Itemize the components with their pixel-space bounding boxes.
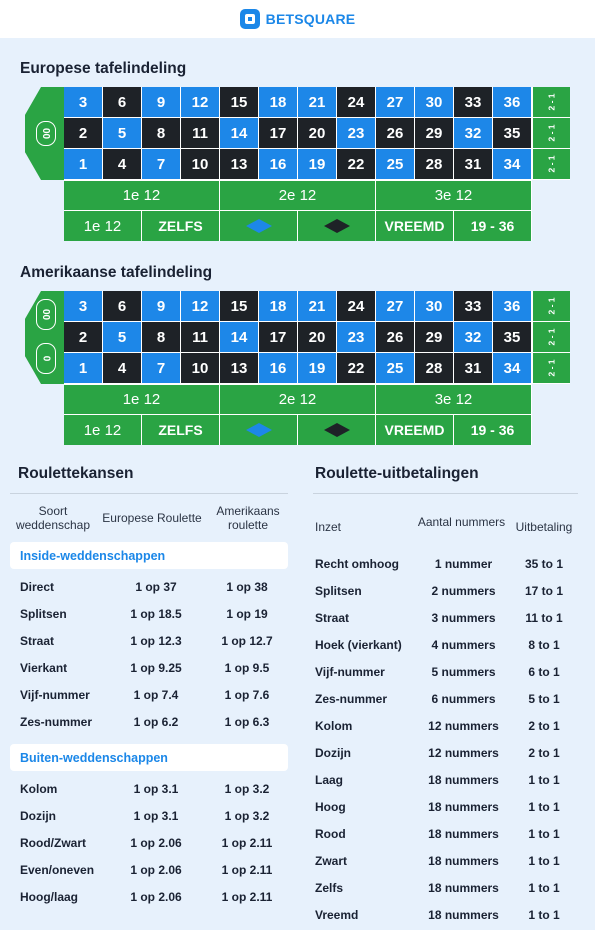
column-bet-label: 2 - 1 (546, 328, 557, 346)
number-cell[interactable]: 29 (415, 118, 454, 149)
payout-cell: 2 to 1 (528, 718, 560, 733)
odds-cell: 1 op 18.5 (130, 606, 182, 621)
odds-cell: Vijf-nummer (20, 687, 90, 702)
odds-section (10, 465, 288, 910)
number-cell[interactable]: 19 (298, 353, 337, 384)
payout-cell: Zes-nummer (315, 691, 388, 706)
european-layout-title: Europese tafelindeling (20, 60, 187, 77)
payout-row (313, 577, 578, 604)
odds-cell: 1 op 38 (226, 579, 268, 594)
payout-cell: 1 to 1 (528, 826, 560, 841)
odds-cell: 1 op 12.3 (130, 633, 182, 648)
payout-cell: Hoek (vierkant) (315, 637, 402, 652)
payout-cell: 17 to 1 (524, 583, 563, 598)
payout-cell: Zelfs (315, 880, 344, 895)
odds-cell: 1 op 2.06 (130, 889, 182, 904)
top-bar (0, 0, 595, 38)
dozen-bet-cell[interactable]: 1e 12 (64, 384, 220, 414)
number-cell[interactable]: 26 (376, 322, 415, 353)
payout-cell: 18 nummers (428, 853, 499, 868)
number-cell[interactable]: 15 (220, 291, 259, 322)
zero-pill-00[interactable] (36, 299, 56, 330)
payout-cell: 2 to 1 (528, 745, 560, 760)
odds-cell: 1 op 7.4 (133, 687, 179, 702)
number-cell[interactable]: 6 (103, 291, 142, 322)
number-cell[interactable]: 2 (64, 118, 103, 149)
number-cell[interactable]: 24 (337, 87, 376, 118)
american-layout-title: Amerikaanse tafelindeling (20, 264, 213, 281)
number-cell[interactable]: 25 (376, 353, 415, 384)
column-bets (532, 87, 570, 180)
number-cell[interactable]: 10 (181, 149, 220, 180)
odds-group-label: Inside-weddenschappen (10, 542, 288, 569)
odds-group-label: Buiten-weddenschappen (10, 744, 288, 771)
number-cell[interactable]: 22 (337, 353, 376, 384)
payouts-header-payout: Uitbetaling (515, 520, 573, 534)
odds-cell: 1 op 2.11 (221, 862, 273, 877)
number-cell[interactable]: 36 (493, 291, 532, 322)
payout-cell: Vreemd (315, 907, 359, 922)
odds-row (10, 775, 288, 802)
payout-cell: 12 nummers (428, 745, 499, 760)
odds-cell: 1 op 9.5 (224, 660, 270, 675)
payout-cell: 1 nummer (434, 556, 493, 571)
payout-cell: 1 to 1 (528, 853, 560, 868)
payout-cell: 6 nummers (431, 691, 496, 706)
number-cell[interactable]: 29 (415, 322, 454, 353)
number-cell[interactable]: 11 (181, 118, 220, 149)
payout-cell: 3 nummers (431, 610, 496, 625)
number-cell[interactable]: 6 (103, 87, 142, 118)
payout-cell: Hoog (315, 799, 346, 814)
number-cell[interactable]: 2 (64, 322, 103, 353)
black-diamond-icon (324, 423, 350, 437)
payout-row (313, 793, 578, 820)
number-cell[interactable]: 36 (493, 87, 532, 118)
zero-pill-0[interactable] (36, 343, 56, 374)
payout-cell: Zwart (315, 853, 348, 868)
dozen-bet-cell[interactable]: 2e 12 (220, 180, 376, 210)
number-cell[interactable]: 8 (142, 118, 181, 149)
number-cell[interactable]: 17 (259, 118, 298, 149)
number-cell[interactable]: 28 (415, 149, 454, 180)
dozen-bet-cell[interactable]: 3e 12 (376, 384, 532, 414)
outside-bets (64, 414, 532, 445)
payout-cell: 5 nummers (431, 664, 496, 679)
betsquare-logo-icon (240, 9, 260, 29)
number-cell[interactable]: 18 (259, 87, 298, 118)
payout-cell: 11 to 1 (525, 610, 563, 625)
odds-cell: 1 op 12.7 (221, 633, 273, 648)
number-cell[interactable]: 27 (376, 291, 415, 322)
payout-cell: Splitsen (315, 583, 362, 598)
number-cell[interactable]: 14 (220, 322, 259, 353)
number-cell[interactable]: 32 (454, 118, 493, 149)
blue-diamond-icon (246, 219, 272, 233)
payout-cell: 18 nummers (428, 907, 499, 922)
number-cell[interactable]: 23 (337, 322, 376, 353)
odds-cell: 1 op 6.3 (224, 714, 270, 729)
column-bet-label: 2 - 1 (546, 93, 557, 111)
number-cell[interactable]: 1 (64, 149, 103, 180)
number-cell[interactable]: 10 (181, 353, 220, 384)
number-cell[interactable]: 34 (493, 353, 532, 384)
brand-name: BETSQUARE (265, 11, 356, 27)
payout-cell: 18 nummers (428, 880, 499, 895)
number-cell[interactable]: 7 (142, 149, 181, 180)
number-cell[interactable]: 21 (298, 291, 337, 322)
odds-row (10, 708, 288, 735)
number-cell[interactable]: 33 (454, 87, 493, 118)
number-cell[interactable]: 8 (142, 322, 181, 353)
number-cell[interactable]: 35 (493, 322, 532, 353)
number-cell[interactable]: 14 (220, 118, 259, 149)
payout-cell: 35 to 1 (524, 556, 563, 571)
payout-row (313, 685, 578, 712)
payout-cell: Kolom (315, 718, 353, 733)
payouts-title: Roulette-uitbetalingen (315, 465, 479, 482)
number-cell[interactable]: 4 (103, 353, 142, 384)
dozen-bet-cell[interactable]: 1e 12 (64, 180, 220, 210)
odds-cell: 1 op 2.11 (221, 889, 273, 904)
payout-cell: 1 to 1 (528, 880, 560, 895)
payout-row (313, 658, 578, 685)
payout-cell: 8 to 1 (528, 637, 560, 652)
odds-cell: 1 op 2.11 (221, 835, 273, 850)
odds-row (10, 856, 288, 883)
blue-diamond-icon (246, 423, 272, 437)
payout-row (313, 847, 578, 874)
number-cell[interactable]: 11 (181, 322, 220, 353)
odds-row (10, 883, 288, 910)
number-cell[interactable]: 18 (259, 291, 298, 322)
odds-cell: Straat (20, 633, 55, 648)
payout-cell: Laag (315, 772, 344, 787)
number-cell[interactable]: 12 (181, 291, 220, 322)
odds-header-american: Amerikaans roulette (216, 504, 280, 532)
payout-cell: 12 nummers (428, 718, 499, 733)
number-cell[interactable]: 4 (103, 149, 142, 180)
payout-cell: 1 to 1 (528, 799, 560, 814)
number-cell[interactable]: 12 (181, 87, 220, 118)
odds-cell: Splitsen (20, 606, 67, 621)
payout-cell: 1 to 1 (528, 772, 560, 787)
number-cell[interactable]: 5 (103, 322, 142, 353)
dozen-bets (64, 384, 532, 414)
payout-row (313, 712, 578, 739)
odds-body (10, 542, 288, 910)
odds-cell: 1 op 3.2 (224, 808, 270, 823)
number-cell[interactable]: 21 (298, 87, 337, 118)
number-cell[interactable]: 3 (64, 291, 103, 322)
number-grid (64, 87, 532, 180)
payouts-header (313, 494, 578, 550)
odds-cell: 1 op 7.6 (224, 687, 270, 702)
payouts-body (313, 550, 578, 928)
payouts-header-bet: Inzet (315, 520, 342, 534)
payout-cell: 4 nummers (431, 637, 496, 652)
payout-cell: 5 to 1 (528, 691, 560, 706)
odds-row (10, 802, 288, 829)
outside-bet-cell[interactable]: 1e 12 (64, 414, 142, 445)
number-cell[interactable]: 31 (454, 149, 493, 180)
odds-cell: 1 op 2.06 (130, 862, 182, 877)
payout-row (313, 766, 578, 793)
column-bet-cell[interactable] (532, 291, 570, 322)
outside-bet-cell[interactable]: VREEMD (376, 210, 454, 241)
zero-pill-00[interactable] (36, 121, 56, 146)
number-cell[interactable]: 7 (142, 353, 181, 384)
odds-cell: 1 op 37 (135, 579, 177, 594)
number-cell[interactable]: 5 (103, 118, 142, 149)
odds-cell: Vierkant (20, 660, 68, 675)
number-cell[interactable]: 26 (376, 118, 415, 149)
payout-cell: 18 nummers (428, 799, 499, 814)
dozen-bet-cell[interactable]: 2e 12 (220, 384, 376, 414)
black-bet-cell[interactable] (298, 414, 376, 445)
odds-cell: Direct (20, 579, 55, 594)
column-bet-label: 2 - 1 (546, 155, 557, 173)
number-cell[interactable]: 16 (259, 149, 298, 180)
payout-cell: Rood (315, 826, 346, 841)
payouts-header-count: Aantal nummers (417, 515, 506, 529)
payout-cell: 6 to 1 (528, 664, 560, 679)
odds-cell: 1 op 3.1 (133, 781, 179, 796)
odds-cell: Kolom (20, 781, 58, 796)
number-cell[interactable]: 33 (454, 291, 493, 322)
number-cell[interactable]: 9 (142, 87, 181, 118)
odds-row (10, 654, 288, 681)
blue-bet-cell[interactable] (220, 210, 298, 241)
column-bet-cell[interactable] (532, 353, 570, 384)
odds-cell: 1 op 6.2 (133, 714, 179, 729)
blue-bet-cell[interactable] (220, 414, 298, 445)
column-bet-cell[interactable] (532, 87, 570, 118)
odds-cell: 1 op 3.2 (224, 781, 270, 796)
number-cell[interactable]: 9 (142, 291, 181, 322)
number-cell[interactable]: 19 (298, 149, 337, 180)
dozen-bets (64, 180, 532, 210)
zero-label: 0 (40, 355, 52, 362)
number-cell[interactable]: 16 (259, 353, 298, 384)
odds-cell: Dozijn (20, 808, 56, 823)
payout-cell: 18 nummers (428, 826, 499, 841)
number-cell[interactable]: 22 (337, 149, 376, 180)
zero-label: 00 (40, 127, 52, 140)
number-cell[interactable]: 20 (298, 118, 337, 149)
outside-bet-cell[interactable]: 19 - 36 (454, 414, 532, 445)
odds-cell: 1 op 2.06 (130, 835, 182, 850)
odds-row (10, 681, 288, 708)
dozen-bet-cell[interactable]: 3e 12 (376, 180, 532, 210)
number-cell[interactable]: 13 (220, 353, 259, 384)
payout-row (313, 874, 578, 901)
number-cell[interactable]: 30 (415, 291, 454, 322)
number-cell[interactable]: 17 (259, 322, 298, 353)
number-cell[interactable]: 15 (220, 87, 259, 118)
number-grid (64, 291, 532, 384)
payout-cell: Recht omhoog (315, 556, 399, 571)
odds-row (10, 600, 288, 627)
odds-cell: Even/oneven (20, 862, 95, 877)
zero-label: 00 (40, 308, 52, 321)
odds-header-european: Europese Roulette (102, 511, 202, 525)
column-bet-cell[interactable] (532, 118, 570, 149)
outside-bet-cell[interactable]: 1e 12 (64, 210, 142, 241)
odds-cell: 1 op 19 (226, 606, 268, 621)
payout-cell: Dozijn (315, 745, 351, 760)
payout-cell: 18 nummers (428, 772, 499, 787)
payouts-section (313, 465, 578, 928)
odds-cell: Hoog/laag (20, 889, 79, 904)
payout-row (313, 631, 578, 658)
number-cell[interactable]: 1 (64, 353, 103, 384)
odds-header (10, 494, 288, 542)
odds-header-bet-type: Soort weddenschap (15, 504, 91, 532)
outside-bets (64, 210, 532, 241)
black-diamond-icon (324, 219, 350, 233)
payout-row (313, 901, 578, 928)
column-bet-label: 2 - 1 (546, 359, 557, 377)
odds-cell: 1 op 3.1 (133, 808, 179, 823)
number-cell[interactable]: 35 (493, 118, 532, 149)
payout-row (313, 739, 578, 766)
number-cell[interactable]: 3 (64, 87, 103, 118)
column-bet-label: 2 - 1 (546, 124, 557, 142)
odds-cell: Zes-nummer (20, 714, 93, 729)
outside-bet-cell[interactable]: VREEMD (376, 414, 454, 445)
odds-row (10, 829, 288, 856)
outside-bet-cell[interactable]: ZELFS (142, 210, 220, 241)
odds-title: Roulettekansen (18, 465, 134, 482)
number-cell[interactable]: 13 (220, 149, 259, 180)
column-bet-cell[interactable] (532, 322, 570, 353)
number-cell[interactable]: 24 (337, 291, 376, 322)
outside-bet-cell[interactable]: 19 - 36 (454, 210, 532, 241)
betsquare-logo[interactable] (240, 9, 356, 29)
column-bet-cell[interactable] (532, 149, 570, 180)
odds-cell: 1 op 9.25 (130, 660, 182, 675)
number-cell[interactable]: 25 (376, 149, 415, 180)
payout-cell: Straat (315, 610, 350, 625)
number-cell[interactable]: 30 (415, 87, 454, 118)
payout-row (313, 550, 578, 577)
number-cell[interactable]: 27 (376, 87, 415, 118)
payout-cell: 1 to 1 (528, 907, 560, 922)
payout-cell: 2 nummers (431, 583, 496, 598)
payout-row (313, 604, 578, 631)
column-bet-label: 2 - 1 (546, 297, 557, 315)
number-cell[interactable]: 34 (493, 149, 532, 180)
payout-row (313, 820, 578, 847)
column-bets (532, 291, 570, 384)
number-cell[interactable]: 28 (415, 353, 454, 384)
number-cell[interactable]: 32 (454, 322, 493, 353)
odds-row (10, 627, 288, 654)
payout-cell: Vijf-nummer (315, 664, 385, 679)
odds-row (10, 573, 288, 600)
black-bet-cell[interactable] (298, 210, 376, 241)
number-cell[interactable]: 31 (454, 353, 493, 384)
outside-bet-cell[interactable]: ZELFS (142, 414, 220, 445)
number-cell[interactable]: 20 (298, 322, 337, 353)
odds-cell: Rood/Zwart (20, 835, 86, 850)
number-cell[interactable]: 23 (337, 118, 376, 149)
